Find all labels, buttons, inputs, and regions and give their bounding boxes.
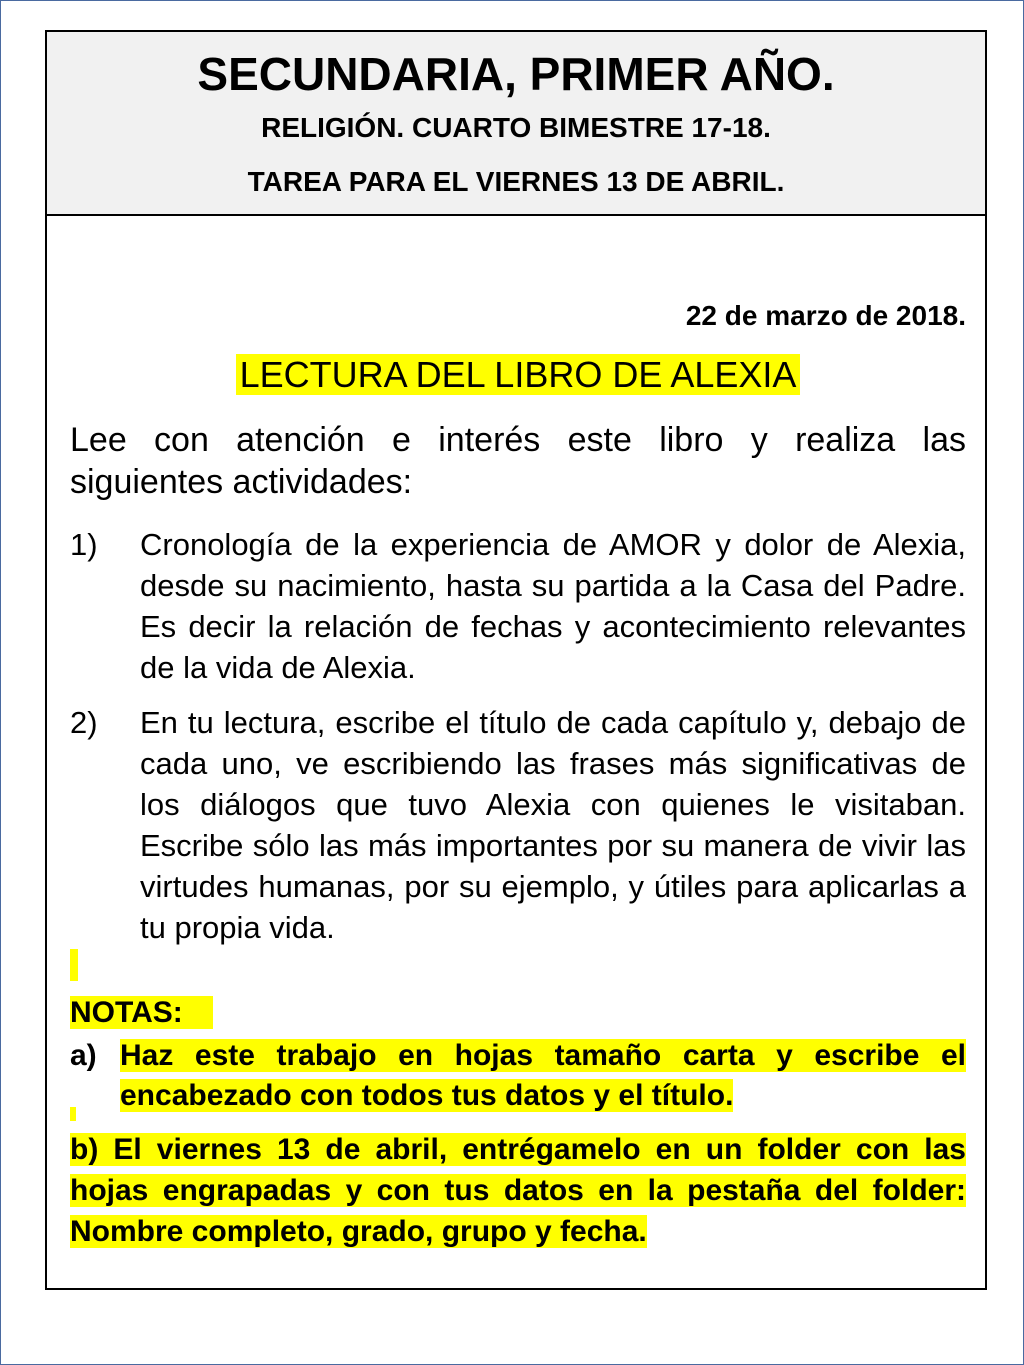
activity-item — [70, 702, 966, 948]
activity-number: 1) — [70, 527, 98, 562]
document-title: SECUNDARIA, PRIMER AÑO. — [197, 48, 835, 100]
note-number: a) — [70, 1039, 97, 1072]
note-item — [70, 1036, 966, 1116]
reading-title — [70, 354, 966, 396]
document-subtitle: RELIGIÓN. CUARTO BIMESTRE 17-18. — [261, 112, 771, 143]
note-text — [120, 1036, 966, 1116]
activity-text: En tu lectura, escribe el título de cada capítulo y, debajo de cada uno, ve escribiendo las frases más significativas de los diálogos que tuvo Alexia con quienes le visitaban. Escribe sólo las más importantes por su manera de vivir las virtudes humanas, por su ejemplo, y útiles para aplicarlas a tu propia vida. — [140, 705, 966, 945]
intro-paragraph: Lee con atención e interés este libro y realiza las siguientes actividades: — [70, 421, 966, 501]
document-header — [47, 32, 985, 216]
note-text-highlight: b) El viernes 13 de abril, entrégamelo en un folder con las hojas engrapadas y con tus datos en la pestaña del folder: Nombre completo, grado, grupo y fecha. — [70, 1133, 966, 1248]
highlight-mark — [70, 1107, 76, 1121]
reading-title-text: LECTURA DEL LIBRO DE ALEXIA — [236, 354, 801, 395]
activity-text: Cronología de la experiencia de AMOR y dolor de Alexia, desde su nacimiento, hasta su partida a la Casa del Padre. Es decir la relación de fechas y acontecimiento relevantes de la vida de Alexia. — [140, 527, 966, 685]
task-line: TAREA PARA EL VIERNES 13 DE ABRIL. — [247, 166, 785, 197]
note-item — [70, 1129, 966, 1252]
date-line: 22 de marzo de 2018. — [685, 300, 966, 331]
activity-number: 2) — [70, 705, 98, 740]
notes-heading — [70, 995, 213, 1031]
activity-item — [70, 524, 966, 688]
notes-heading-text: NOTAS: — [70, 996, 213, 1029]
highlight-mark — [70, 949, 78, 981]
document-box — [45, 30, 987, 1290]
note-text-highlight: Haz este trabajo en hojas tamaño carta y escribe el encabezado con todos tus datos y el título. — [120, 1039, 966, 1112]
